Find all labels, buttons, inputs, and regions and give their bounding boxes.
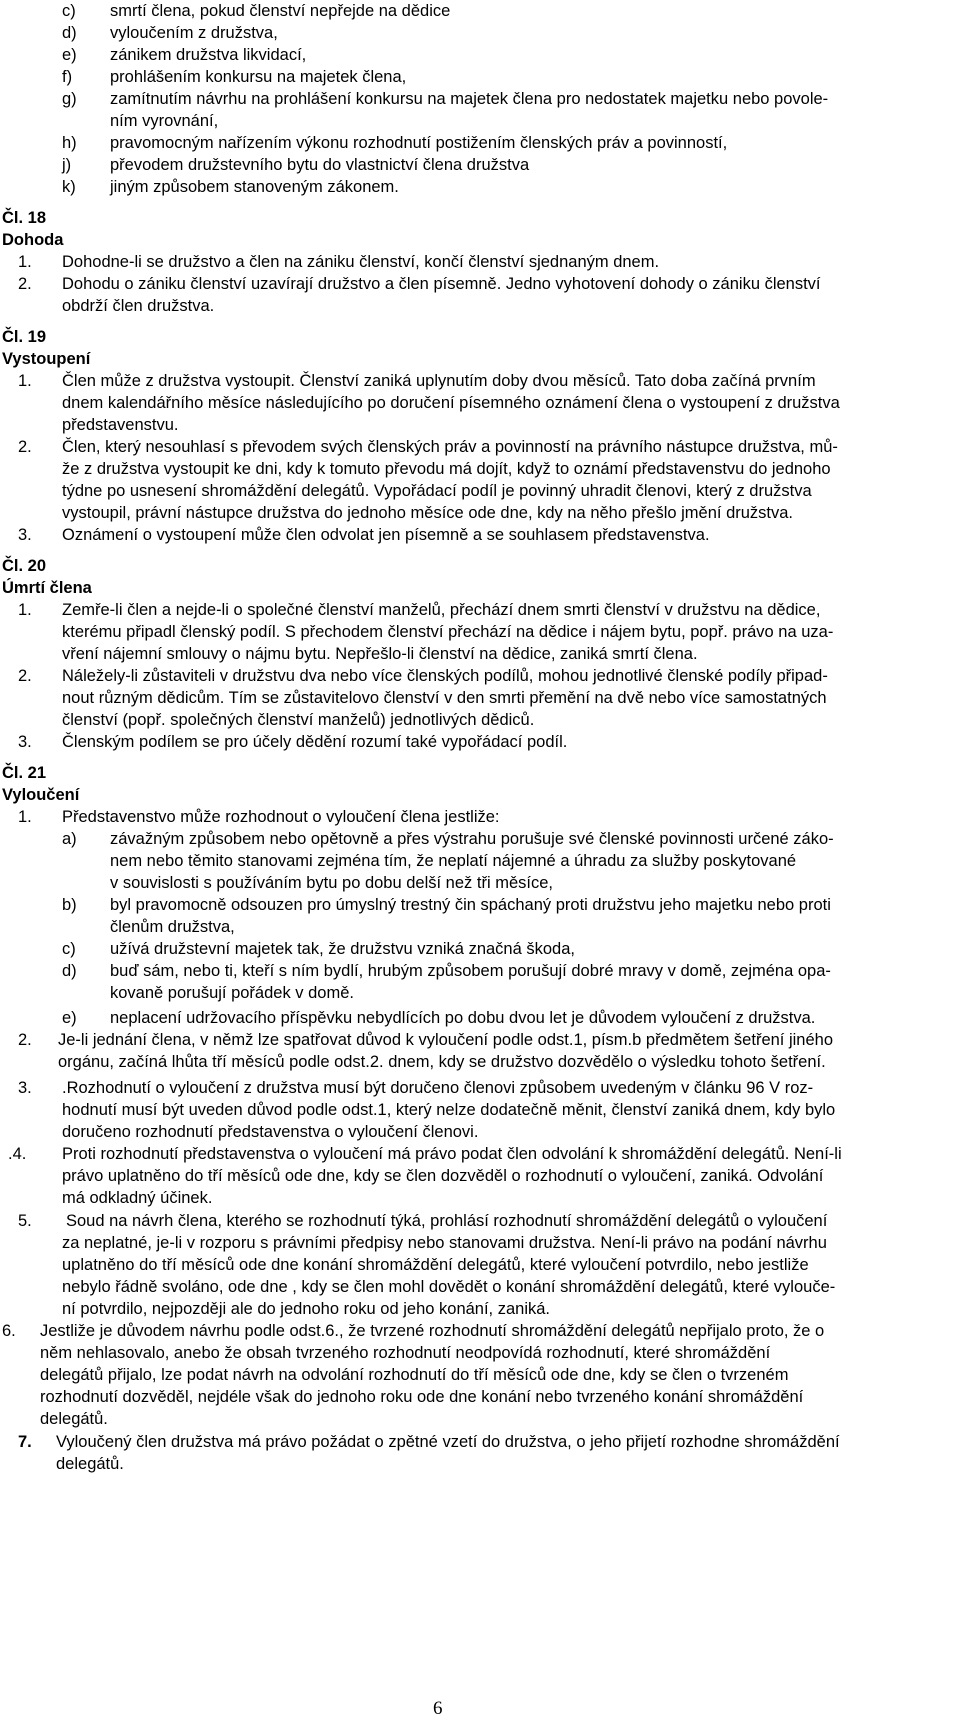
list-item: vyloučením z družstva,	[110, 24, 278, 42]
list-item: prohlášením konkursu na majetek člena,	[110, 68, 407, 86]
list-item: zamítnutím návrhu na prohlášení konkursu na majetek člena pro nedostatek majetku nebo povole-	[110, 90, 829, 108]
paragraph-line: něm nehlasovalo, anebo že obsah tvrzeného rozhodnutí neodpovídá rozhodnutí, které shromáždění	[40, 1344, 771, 1362]
sub-item-line: buď sám, nebo ti, kteří s ním bydlí, hrubým způsobem porušují dobré mravy v domě, zejména opa-	[110, 962, 831, 980]
paragraph-line: doručeno rozhodnutí představenstva o vyloučení členovi.	[62, 1123, 479, 1141]
paragraph-number: 1.	[18, 808, 32, 826]
article-title: Vystoupení	[2, 350, 91, 368]
paragraph-line: Soud na návrh člena, kterého se rozhodnutí týká, prohlásí rozhodnutí shromáždění delegátů o vyloučení	[66, 1212, 828, 1230]
paragraph-line: Proti rozhodnutí představenstva o vyloučení má právo podat člen odvolání k shromáždění delegátů. Není-li	[62, 1145, 842, 1163]
list-item: zánikem družstva likvidací,	[110, 46, 307, 64]
paragraph-line: za neplatné, je-li v rozporu s právními předpisy nebo stanovami družstva. Není-li právo na podání návrhu	[62, 1234, 827, 1252]
paragraph-line: Člen, který nesouhlasí s převodem svých členských práv a povinností na právního nástupce družstva, mů-	[62, 438, 838, 456]
list-item-continuation: ním vyrovnání,	[110, 112, 219, 130]
list-item: převodem družstevního bytu do vlastnictví člena družstva	[110, 156, 530, 174]
sub-item-line: neplacení udržovacího příspěvku nebydlících po dobu dvou let je důvodem vyloučení z družstva.	[110, 1009, 816, 1027]
paragraph-line: delegátů.	[56, 1455, 124, 1473]
sub-item-line: členům družstva,	[110, 918, 235, 936]
paragraph-line: představenstvu.	[62, 416, 179, 434]
list-item: jiným způsobem stanoveným zákonem.	[110, 178, 399, 196]
sub-item-label: b)	[62, 896, 77, 914]
paragraph-line: Člen může z družstva vystoupit. Členství zaniká uplynutím doby dvou měsíců. Tato doba začíná prvním	[62, 372, 816, 390]
paragraph-line: Dohodne-li se družstvo a člen na zániku členství, končí členství sjednaným dnem.	[62, 253, 660, 271]
sub-item-label: c)	[62, 940, 76, 958]
article-heading: Čl. 20	[2, 557, 47, 575]
list-label: j)	[62, 156, 72, 174]
paragraph-number: 3.	[18, 1079, 32, 1097]
paragraph-line: že z družstva vystoupit ke dni, kdy k tomuto převodu má dojít, když to oznámí představenstvu do jednoho	[62, 460, 831, 478]
paragraph-line: Je-li jednání člena, v němž lze spatřovat důvod k vyloučení podle odst.1, písm.b předmětem šetření jiného	[58, 1031, 834, 1049]
article-heading: Čl. 21	[2, 764, 47, 782]
paragraph-line: ní potvrdilo, nejpozději ale do jednoho roku od jeho konání, zaniká.	[62, 1300, 551, 1318]
paragraph-line: dnem kalendářního měsíce následujícího po doručení písemného oznámení člena o vystoupení z družstva	[62, 394, 840, 412]
paragraph-line: Členským podílem se pro účely dědění rozumí také vypořádací podíl.	[62, 733, 568, 751]
paragraph-line: nout různým dědicům. Tím se zůstavitelovo členství v den smrti přemění na dvě nebo více samostatných	[62, 689, 827, 707]
paragraph-number: 2.	[18, 1031, 32, 1049]
paragraph-number: 2.	[18, 667, 32, 685]
article-title: Úmrtí člena	[2, 579, 92, 597]
paragraph-line: nebylo řádně svoláno, ode dne , kdy se člen mohl dovědět o konání shromáždění delegátů, které vylouče-	[62, 1278, 836, 1296]
paragraph-line: právo uplatněno do tří měsíců ode dne, kdy se člen dozvěděl o rozhodnutí o vyloučení, zaniká. Odvolání	[62, 1167, 824, 1185]
sub-item-line: závažným způsobem nebo opětovně a přes výstrahu porušuje své členské povinnosti určené záko-	[110, 830, 834, 848]
paragraph-line: členství (popř. společných členství manželů) jednotlivých dědiců.	[62, 711, 535, 729]
list-label: g)	[62, 90, 77, 108]
paragraph-line: vystoupil, právní nástupce družstva do jednoho měsíce ode dne, kdy na něho přešlo jmění družstva.	[62, 504, 794, 522]
paragraph-line: Oznámení o vystoupení může člen odvolat jen písemně a se souhlasem představenstva.	[62, 526, 710, 544]
page-number: 6	[433, 1698, 443, 1719]
paragraph-number: 2.	[18, 438, 32, 456]
paragraph-line: kterému připadl členský podíl. S přechodem členství přechází na dědice i nájem bytu, popř. právo na uza-	[62, 623, 834, 641]
list-label: d)	[62, 24, 77, 42]
paragraph-number: 1.	[18, 372, 32, 390]
sub-item-label: a)	[62, 830, 77, 848]
list-item: pravomocným nařízením výkonu rozhodnutí postižením členských práv a povinností,	[110, 134, 728, 152]
paragraph-line: vření nájemní smlouvy o nájmu bytu. Nepřešlo-li členství na dědice, zaniká smrtí člena.	[62, 645, 698, 663]
paragraph-line: Náležely-li zůstaviteli v družstvu dva nebo více členských podílů, mohou jednotlivé členské podíly připad-	[62, 667, 828, 685]
list-label: f)	[62, 68, 73, 86]
paragraph-number: 5.	[18, 1212, 32, 1230]
paragraph-line: Vyloučený člen družstva má právo požádat o zpětné vzetí do družstva, o jeho přijetí rozhodne shromáždění	[56, 1433, 840, 1451]
sub-item-line: byl pravomocně odsouzen pro úmyslný trestný čin spáchaný proti družstvu jeho majetku nebo proti	[110, 896, 831, 914]
paragraph-line: Zemře-li člen a nejde-li o společné členství manželů, přechází dnem smrti členství v družstvu na dědice,	[62, 601, 821, 619]
sub-item-line: v souvislosti s používáním bytu po dobu delší než tři měsíce,	[110, 874, 553, 892]
list-label: c)	[62, 2, 76, 20]
list-label: k)	[62, 178, 76, 196]
paragraph-line: má odkladný účinek.	[62, 1189, 213, 1207]
article-heading: Čl. 18	[2, 209, 47, 227]
paragraph-line: uplatněno do tří měsíců ode dne konání shromáždění delegátů, které vyloučení potvrdilo, nebo jestliže	[62, 1256, 809, 1274]
paragraph-line: týdne po usnesení shromáždění delegátů. Vypořádací podíl je povinný uhradit členovi, který z družstva	[62, 482, 812, 500]
paragraph-line: rozhodnutí dozvěděl, nejdéle však do jednoho roku ode dne konání nebo tvrzeného konání shromáždění	[40, 1388, 804, 1406]
paragraph-line: .Rozhodnutí o vyloučení z družstva musí být doručeno členovi způsobem uvedeným v článku 96 V roz-	[62, 1079, 814, 1097]
sub-item-label: d)	[62, 962, 77, 980]
article-title: Vyloučení	[2, 786, 80, 804]
paragraph-line: Představenstvo může rozhodnout o vyloučení člena jestliže:	[62, 808, 500, 826]
paragraph-line: orgánu, začíná lhůta tří měsíců podle odst.2. dnem, kdy se družstvo dozvědělo o výsledku tohoto šetření.	[58, 1053, 826, 1071]
paragraph-line: delegátů přijalo, lze podat návrh na odvolání rozhodnutí do tří měsíců ode dne, kdy se člen o tvrzeném	[40, 1366, 789, 1384]
paragraph-line: Jestliže je důvodem návrhu podle odst.6., že tvrzené rozhodnutí shromáždění delegátů nepřijalo proto, že o	[40, 1322, 825, 1340]
paragraph-line: delegátů.	[40, 1410, 108, 1428]
paragraph-number: 7.	[18, 1433, 32, 1451]
list-label: e)	[62, 46, 77, 64]
paragraph-number: 1.	[18, 253, 32, 271]
sub-item-line: užívá družstevní majetek tak, že družstvu vzniká značná škoda,	[110, 940, 575, 958]
paragraph-number: .4.	[8, 1145, 27, 1163]
paragraph-number: 1.	[18, 601, 32, 619]
sub-item-label: e)	[62, 1009, 77, 1027]
article-title: Dohoda	[2, 231, 64, 249]
paragraph-number: 3.	[18, 526, 32, 544]
sub-item-line: nem nebo těmito stanovami zejména tím, že neplatí nájemné a úhradu za služby poskytované	[110, 852, 797, 870]
paragraph-line: obdrží člen družstva.	[62, 297, 215, 315]
paragraph-number: 3.	[18, 733, 32, 751]
article-heading: Čl. 19	[2, 328, 47, 346]
paragraph-number: 6.	[2, 1322, 16, 1340]
list-item: smrtí člena, pokud členství nepřejde na dědice	[110, 2, 451, 20]
paragraph-line: hodnutí musí být uveden důvod podle odst.1, který nelze dodatečně měnit, členství zaniká dnem, kdy bylo	[62, 1101, 836, 1119]
list-label: h)	[62, 134, 77, 152]
sub-item-line: kovaně porušují pořádek v domě.	[110, 984, 354, 1002]
paragraph-line: Dohodu o zániku členství uzavírají družstvo a člen písemně. Jedno vyhotovení dohody o zániku členství	[62, 275, 821, 293]
paragraph-number: 2.	[18, 275, 32, 293]
